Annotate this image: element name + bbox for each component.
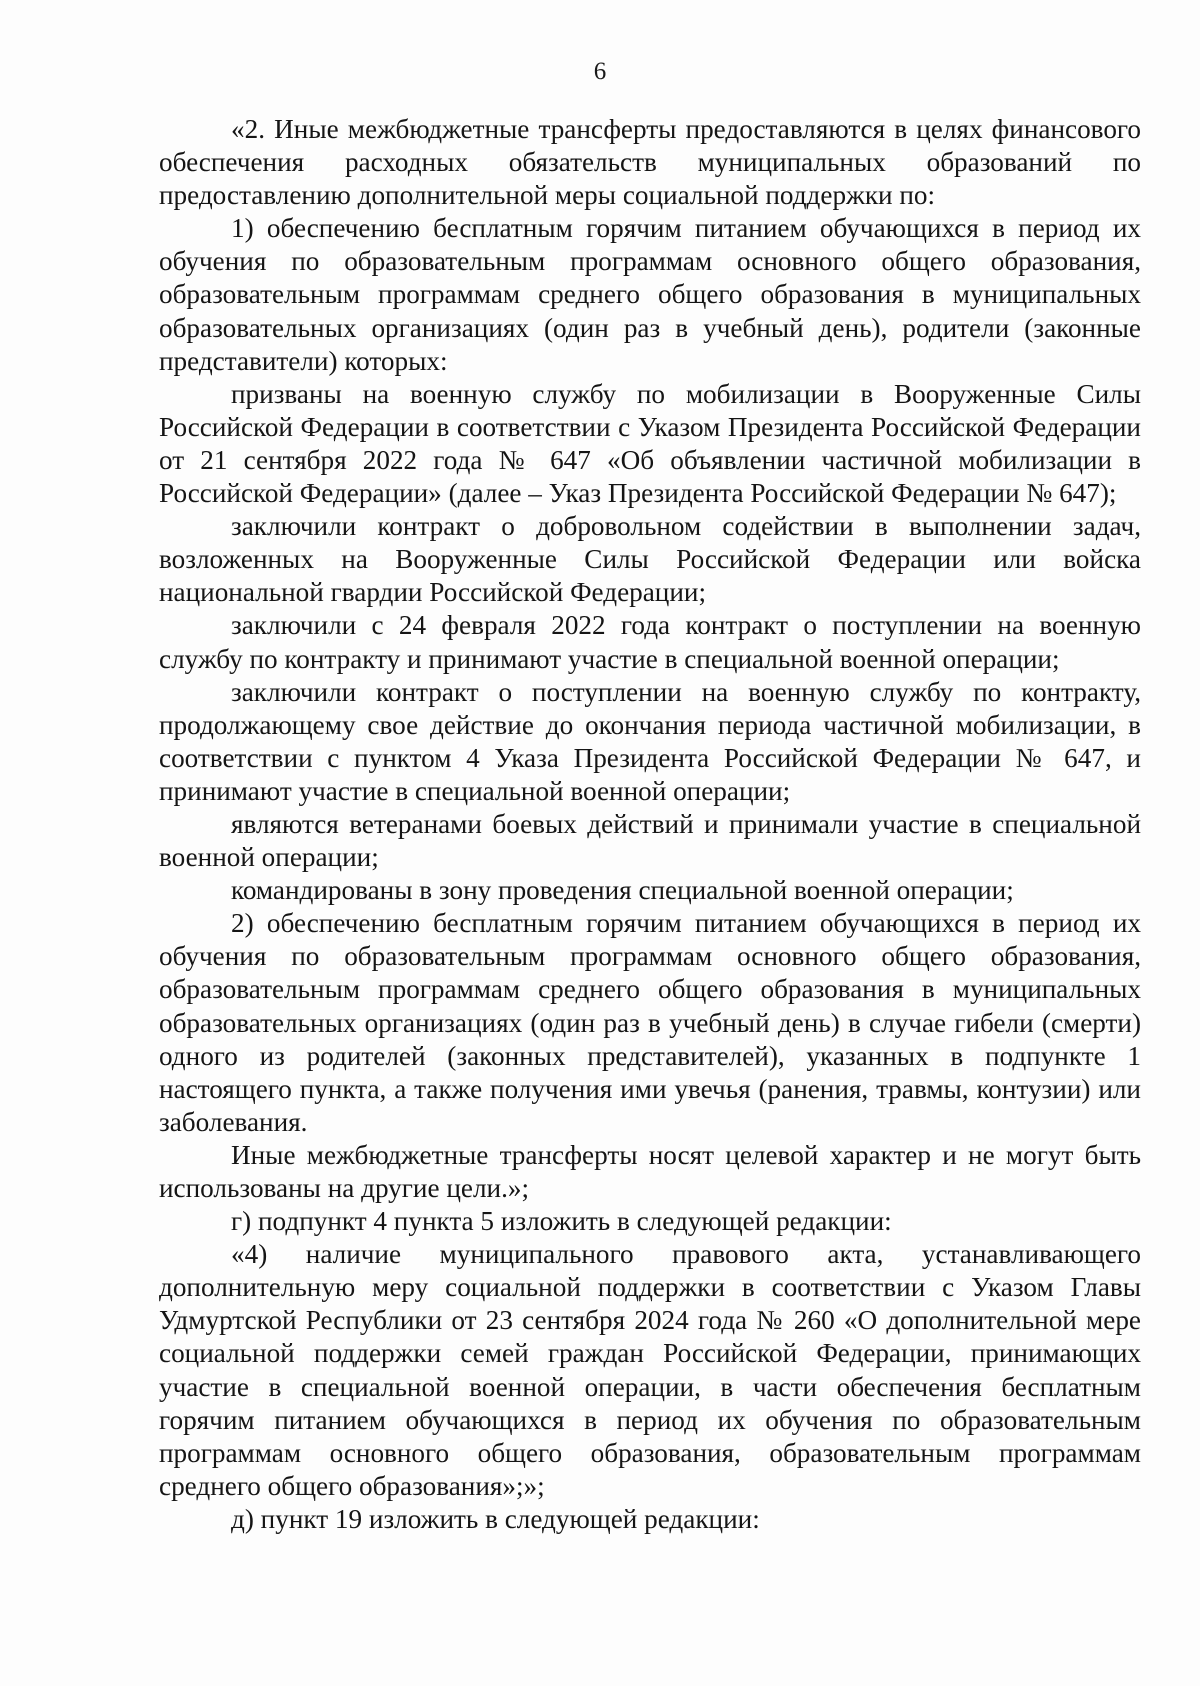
paragraph-item-d: д) пункт 19 изложить в следующей редакции: [231,1503,760,1534]
paragraph-targeted-transfers: Иные межбюджетные трансферты носят целевой характер и не могут быть использованы на другие цели.»; [159,1139,1141,1203]
paragraph-seconded: командированы в зону проведения специальной военной операции; [231,875,1014,906]
page-number: 6 [593,58,607,85]
paragraph-combat-veterans: являются ветеранами боевых действий и принимали участие в специальной военной операции; [159,808,1141,873]
paragraph-subitem-1: 1) обеспечению бесплатным горячим питанием обучающихся в период их обучения по образовательным программам основного общего образования, образовательным программам среднего общего образования в муниципальных образовательных организациях (один раз в учебный день), родители (законные представители) которых: [159,213,1141,376]
paragraph-item-g: г) подпункт 4 пункта 5 изложить в следующей редакции: [231,1206,892,1237]
paragraph-volunteer-contract: заключили контракт о добровольном содействии в выполнении задач, возложенных на Вооруженные Силы Российской Федерации или войска национальной гвардии Российской Федерации; [159,511,1141,608]
paragraph-mobilized: призваны на военную службу по мобилизации в Вооруженные Силы Российской Федерации в соответствии с Указом Президента Российской Федерации от 21 сентября 2022 года № 647 «Об объявлении частичной мобилизации в Российской Федерации» (далее – Указ Президента Российской Федерации № 647); [159,378,1141,509]
paragraph-subitem-4: «4) наличие муниципального правового акта, устанавливающего дополнительную меру социальной поддержки в соответствии с Указом Главы Удмуртской Республики от 23 сентября 2024 года № 260 «О дополнительной мере социальной поддержки семей граждан Российской Федерации, принимающих участие в специальной военной операции, в части обеспечения бесплатным горячим питанием обучающихся в период их обучения по образовательным программам основного общего образования, образовательным программам среднего общего образования»;»; [159,1239,1141,1501]
paragraph-contract-mobilization-period: заключили контракт о поступлении на военную службу по контракту, продолжающему свое действие до окончания периода частичной мобилизации, в соответствии с пунктом 4 Указа Президента Российской Федерации № 647, и принимают участие в специальной военной операции; [159,676,1141,806]
paragraph-subitem-2: 2) обеспечению бесплатным горячим питанием обучающихся в период их обучения по образовательным программам основного общего образования, образовательным программам среднего общего образования в муниципальных образовательных организациях (один раз в учебный день) в случае гибели (смерти) одного из родителей (законных представителей), указанных в подпункте 1 настоящего пункта, а также получения ими увечья (ранения, травмы, контузии) или заболевания. [159,908,1141,1137]
paragraph-2-intro: «2. Иные межбюджетные трансферты предоставляются в целях финансового обеспечения расходных обязательств муниципальных образований по предоставлению дополнительной меры социальной поддержки по: [159,114,1141,211]
paragraph-contract-feb-2022: заключили с 24 февраля 2022 года контракт о поступлении на военную службу по контракту и принимают участие в специальной военной операции; [159,610,1141,674]
document-body [159,113,1141,1536]
